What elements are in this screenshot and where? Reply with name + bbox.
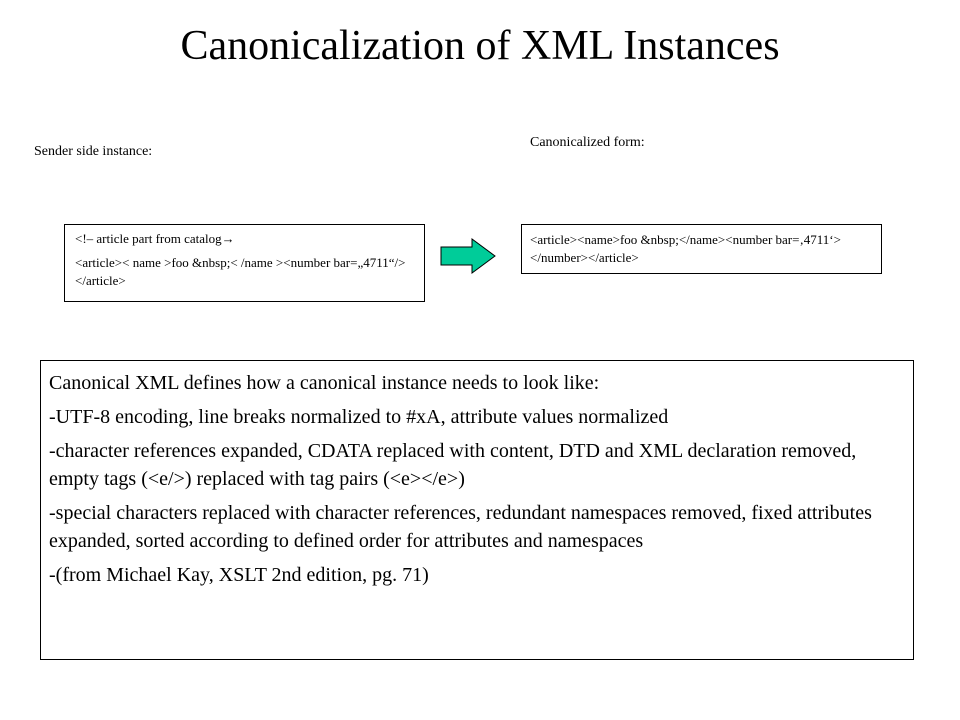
canonical-xml-rules-box (40, 360, 914, 660)
canonicalized-form-label: Canonicalized form: (530, 135, 645, 150)
sender-code-element: <article>< name >foo &nbsp;< /name ><number bar=„4711“/></article> (75, 255, 406, 288)
rule-item: -UTF-8 encoding, line breaks normalized to #xA, attribute values normalized (49, 406, 669, 428)
right-arrow-icon (440, 238, 496, 274)
sender-instance-box (64, 224, 425, 302)
rule-item: -character references expanded, CDATA replaced with content, DTD and XML declaration removed, empty tags (<e/>) replaced with tag pairs (<e></e>) (49, 440, 857, 490)
rules-intro: Canonical XML defines how a canonical instance needs to look like: (49, 372, 600, 394)
canonicalized-form-box (521, 224, 882, 274)
canonical-code-element: <article><name>foo &nbsp;</name><number bar=‚4711‘></number></article> (530, 232, 841, 265)
sender-side-label: Sender side instance: (34, 144, 153, 159)
rule-item: -special characters replaced with character references, redundant namespaces removed, fixed attributes expanded, sorted according to defined order for attributes and namespaces (49, 502, 872, 552)
sender-code-comment: <!– article part from catalog→ (75, 231, 235, 246)
source-citation: -(from Michael Kay, XSLT 2nd edition, pg. 71) (49, 564, 429, 586)
slide-title: Canonicalization of XML Instances (180, 23, 780, 69)
